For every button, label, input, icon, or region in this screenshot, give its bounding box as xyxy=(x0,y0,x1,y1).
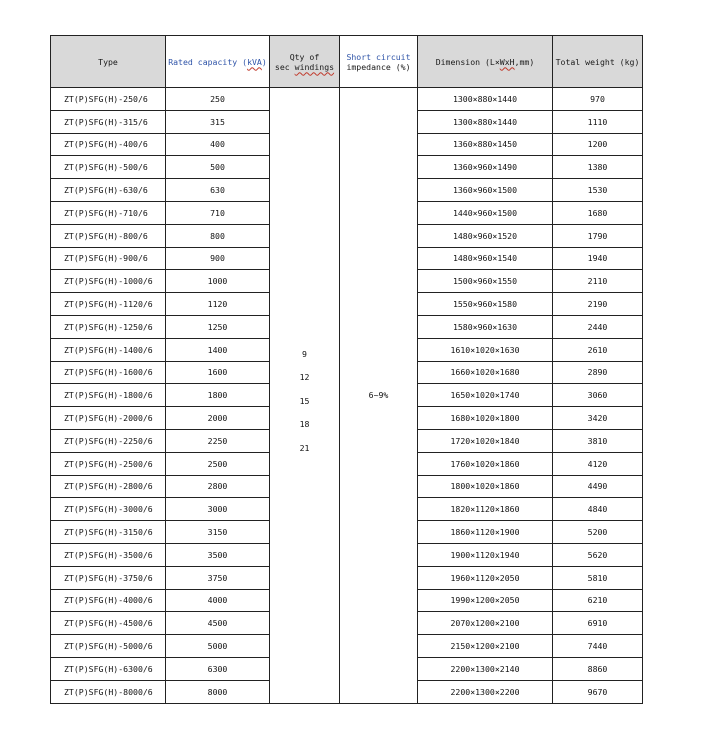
cell-dimension: 1820×1120×1860 xyxy=(418,498,553,521)
cell-weight: 2190 xyxy=(553,293,643,316)
cell-dimension: 1300×880×1440 xyxy=(418,88,553,111)
cell-dimension: 1660×1020×1680 xyxy=(418,361,553,384)
cell-weight: 1530 xyxy=(553,179,643,202)
cell-dimension: 2200×1300×2140 xyxy=(418,657,553,680)
cell-weight: 1790 xyxy=(553,224,643,247)
cell-dimension: 1800×1020×1860 xyxy=(418,475,553,498)
cell-weight: 970 xyxy=(553,88,643,111)
cell-type: ZT(P)SFG(H)-1800/6 xyxy=(51,384,166,407)
cell-weight: 6210 xyxy=(553,589,643,612)
cell-type: ZT(P)SFG(H)-6300/6 xyxy=(51,657,166,680)
cell-capacity: 2250 xyxy=(166,429,270,452)
cell-weight: 9670 xyxy=(553,680,643,703)
cell-dimension: 1480×960×1540 xyxy=(418,247,553,270)
cell-dimension: 1360×880×1450 xyxy=(418,133,553,156)
cell-dimension: 1580×960×1630 xyxy=(418,315,553,338)
table-body xyxy=(51,88,643,704)
cell-dimension: 1360×960×1500 xyxy=(418,179,553,202)
qty-windings-value: 12 xyxy=(299,372,310,382)
cell-dimension: 1960×1120×2050 xyxy=(418,566,553,589)
cell-dimension: 1300×880×1440 xyxy=(418,110,553,133)
header-total-weight: Total weight (kg) xyxy=(553,36,643,88)
cell-weight: 2440 xyxy=(553,315,643,338)
cell-weight: 5620 xyxy=(553,543,643,566)
header-qty-line1: Qty of xyxy=(289,51,320,62)
cell-capacity: 5000 xyxy=(166,635,270,658)
cell-capacity: 2800 xyxy=(166,475,270,498)
cell-weight: 2610 xyxy=(553,338,643,361)
cell-type: ZT(P)SFG(H)-1250/6 xyxy=(51,315,166,338)
cell-capacity: 3750 xyxy=(166,566,270,589)
spec-sheet xyxy=(50,35,643,704)
cell-type: ZT(P)SFG(H)-2800/6 xyxy=(51,475,166,498)
cell-dimension: 1680×1020×1800 xyxy=(418,407,553,430)
cell-capacity: 8000 xyxy=(166,680,270,703)
cell-capacity: 1400 xyxy=(166,338,270,361)
header-type: Type xyxy=(51,36,166,88)
cell-type: ZT(P)SFG(H)-400/6 xyxy=(51,133,166,156)
cell-type: ZT(P)SFG(H)-1000/6 xyxy=(51,270,166,293)
table-row xyxy=(51,88,643,111)
cell-weight: 4490 xyxy=(553,475,643,498)
cell-dimension: 1500×960×1550 xyxy=(418,270,553,293)
cell-weight: 4840 xyxy=(553,498,643,521)
cell-type: ZT(P)SFG(H)-2000/6 xyxy=(51,407,166,430)
cell-weight: 8860 xyxy=(553,657,643,680)
cell-type: ZT(P)SFG(H)-3150/6 xyxy=(51,521,166,544)
cell-type: ZT(P)SFG(H)-3750/6 xyxy=(51,566,166,589)
qty-windings-list xyxy=(300,343,310,461)
cell-weight: 2890 xyxy=(553,361,643,384)
cell-capacity: 710 xyxy=(166,201,270,224)
cell-capacity: 4500 xyxy=(166,612,270,635)
cell-capacity: 1250 xyxy=(166,315,270,338)
cell-capacity: 4000 xyxy=(166,589,270,612)
cell-dimension: 1860×1120×1900 xyxy=(418,521,553,544)
cell-weight: 1200 xyxy=(553,133,643,156)
cell-weight: 7440 xyxy=(553,635,643,658)
cell-capacity: 1600 xyxy=(166,361,270,384)
cell-type: ZT(P)SFG(H)-1400/6 xyxy=(51,338,166,361)
cell-type: ZT(P)SFG(H)-4000/6 xyxy=(51,589,166,612)
cell-capacity: 800 xyxy=(166,224,270,247)
cell-capacity: 315 xyxy=(166,110,270,133)
qty-windings-value: 15 xyxy=(299,395,310,406)
cell-type: ZT(P)SFG(H)-800/6 xyxy=(51,224,166,247)
cell-capacity: 250 xyxy=(166,88,270,111)
cell-weight: 1110 xyxy=(553,110,643,133)
cell-type: ZT(P)SFG(H)-8000/6 xyxy=(51,680,166,703)
cell-dimension: 1480×960×1520 xyxy=(418,224,553,247)
cell-weight: 5200 xyxy=(553,521,643,544)
cell-capacity: 900 xyxy=(166,247,270,270)
header-qty-windings: Qty of sec windings xyxy=(270,36,340,88)
cell-type: ZT(P)SFG(H)-250/6 xyxy=(51,88,166,111)
cell-capacity: 6300 xyxy=(166,657,270,680)
cell-capacity: 3150 xyxy=(166,521,270,544)
cell-type: ZT(P)SFG(H)-1120/6 xyxy=(51,293,166,316)
cell-weight: 3420 xyxy=(553,407,643,430)
cell-capacity: 1000 xyxy=(166,270,270,293)
cell-dimension: 1760×1020×1860 xyxy=(418,452,553,475)
header-impedance-line1: Short circuit xyxy=(346,51,411,62)
qty-windings-value: 18 xyxy=(299,419,310,429)
cell-type: ZT(P)SFG(H)-3000/6 xyxy=(51,498,166,521)
cell-qty-windings xyxy=(270,88,340,704)
cell-dimension: 1440×960×1500 xyxy=(418,201,553,224)
cell-type: ZT(P)SFG(H)-3500/6 xyxy=(51,543,166,566)
cell-capacity: 400 xyxy=(166,133,270,156)
header-row xyxy=(51,36,643,88)
cell-capacity: 3000 xyxy=(166,498,270,521)
header-impedance-line2: impedance (%) xyxy=(346,61,411,72)
cell-capacity: 2000 xyxy=(166,407,270,430)
cell-type: ZT(P)SFG(H)-710/6 xyxy=(51,201,166,224)
header-rated-capacity: Rated capacity (kVA) xyxy=(166,36,270,88)
cell-capacity: 630 xyxy=(166,179,270,202)
cell-weight: 3060 xyxy=(553,384,643,407)
cell-dimension: 1550×960×1580 xyxy=(418,293,553,316)
cell-type: ZT(P)SFG(H)-630/6 xyxy=(51,179,166,202)
cell-capacity: 2500 xyxy=(166,452,270,475)
cell-capacity: 500 xyxy=(166,156,270,179)
cell-type: ZT(P)SFG(H)-315/6 xyxy=(51,110,166,133)
cell-weight: 1380 xyxy=(553,156,643,179)
cell-weight: 3810 xyxy=(553,429,643,452)
qty-windings-value: 21 xyxy=(299,442,310,453)
cell-weight: 2110 xyxy=(553,270,643,293)
cell-type: ZT(P)SFG(H)-1600/6 xyxy=(51,361,166,384)
cell-weight: 1680 xyxy=(553,201,643,224)
cell-weight: 6910 xyxy=(553,612,643,635)
cell-capacity: 1800 xyxy=(166,384,270,407)
cell-dimension: 1900×1120x1940 xyxy=(418,543,553,566)
cell-dimension: 1650×1020×1740 xyxy=(418,384,553,407)
cell-type: ZT(P)SFG(H)-500/6 xyxy=(51,156,166,179)
transformer-spec-table xyxy=(50,35,643,704)
cell-weight: 5810 xyxy=(553,566,643,589)
cell-weight: 4120 xyxy=(553,452,643,475)
cell-weight: 1940 xyxy=(553,247,643,270)
cell-dimension: 2200×1300×2200 xyxy=(418,680,553,703)
cell-capacity: 1120 xyxy=(166,293,270,316)
cell-dimension: 1360×960×1490 xyxy=(418,156,553,179)
cell-type: ZT(P)SFG(H)-2500/6 xyxy=(51,452,166,475)
qty-windings-value: 9 xyxy=(302,348,307,359)
cell-capacity: 3500 xyxy=(166,543,270,566)
cell-dimension: 1720×1020×1840 xyxy=(418,429,553,452)
cell-type: ZT(P)SFG(H)-900/6 xyxy=(51,247,166,270)
cell-dimension: 2150×1200×2100 xyxy=(418,635,553,658)
cell-dimension: 1990×1200×2050 xyxy=(418,589,553,612)
cell-type: ZT(P)SFG(H)-4500/6 xyxy=(51,612,166,635)
cell-type: ZT(P)SFG(H)-5000/6 xyxy=(51,635,166,658)
cell-dimension: 2070x1200×2100 xyxy=(418,612,553,635)
header-dimension: Dimension (L×WxH,mm) xyxy=(418,36,553,88)
cell-impedance: 6~9% xyxy=(340,88,418,704)
cell-dimension: 1610×1020×1630 xyxy=(418,338,553,361)
header-impedance xyxy=(340,36,418,88)
cell-type: ZT(P)SFG(H)-2250/6 xyxy=(51,429,166,452)
